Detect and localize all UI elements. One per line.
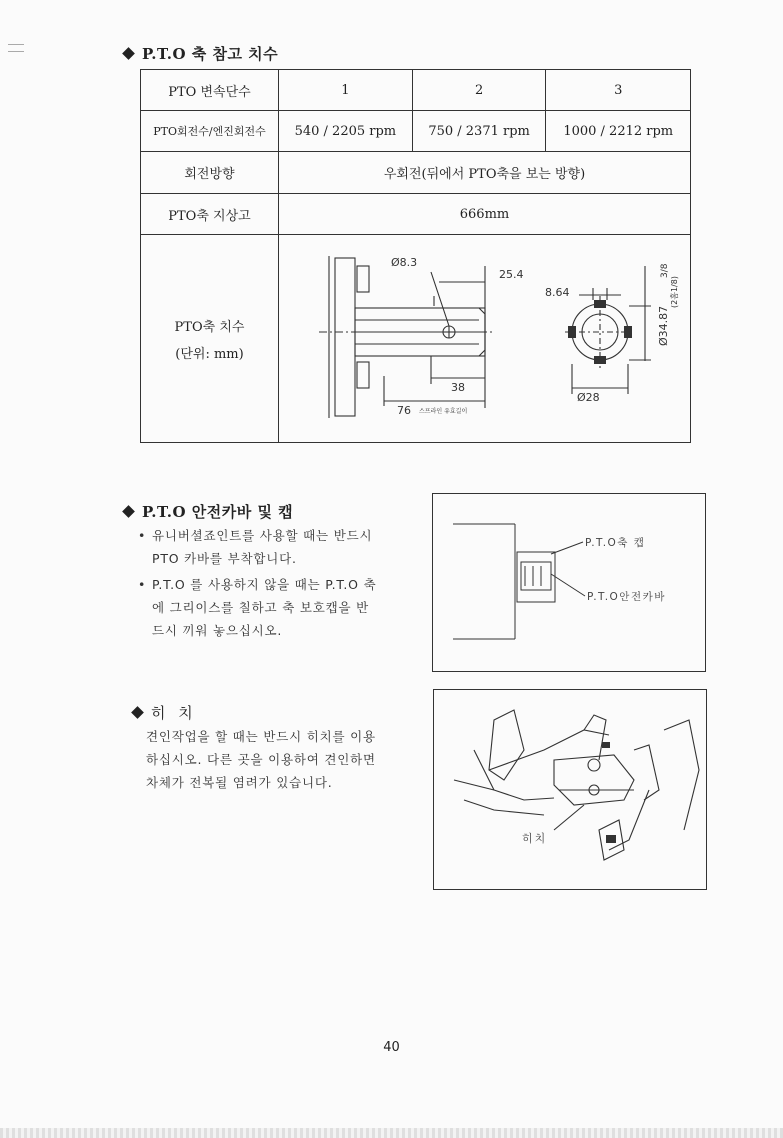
list-item-continuation: 드시 끼워 놓으십시오.: [152, 623, 283, 638]
row-label: PTO회전수/엔진회전수: [141, 111, 279, 152]
hitch-figure: [433, 689, 707, 890]
page-number: 40: [383, 1040, 400, 1055]
list-item: • 유니버셜죠인트를 사용할 때는 반드시: [138, 524, 418, 547]
table-row: [141, 111, 691, 152]
row-label: PTO축 지상고: [141, 194, 279, 235]
row-label: [141, 235, 279, 443]
dim-label: 38: [451, 380, 465, 394]
diamond-bullet-icon: [131, 706, 144, 719]
table-cell: 우회전(뒤에서 PTO축을 보는 방향): [279, 152, 691, 194]
hitch-instructions: [146, 725, 416, 794]
dim-label: Ø8.3: [391, 255, 418, 269]
table-cell: 1000 / 2212 rpm: [546, 111, 691, 152]
table-row: [141, 194, 691, 235]
pto-shaft-drawing: [279, 236, 690, 442]
table-cell: 750 / 2371 rpm: [412, 111, 546, 152]
scan-artifact: [0, 1128, 783, 1138]
pto-cap-figure: [432, 493, 706, 672]
hitch-illustration: [434, 690, 706, 889]
figure-label: P.T.O축 캡: [585, 537, 646, 549]
table-row: [141, 235, 691, 443]
pto-spec-table: [140, 69, 691, 443]
row-label: PTO 변속단수: [141, 70, 279, 111]
dim-label: 25.4: [499, 267, 524, 281]
figure-label: P.T.O안전카바: [587, 591, 666, 603]
dim-label: 8.64: [545, 285, 570, 299]
paragraph-line: 하십시오. 다른 곳을 이용하여 견인하면: [146, 752, 376, 767]
dim-label: Ø28: [577, 390, 600, 404]
table-cell: 3: [546, 70, 691, 111]
bullet-dot-icon: •: [138, 577, 147, 592]
table-cell: 666mm: [279, 194, 691, 235]
diamond-bullet-icon: [122, 47, 135, 60]
figure-label: 히치: [522, 832, 548, 845]
dim-label: Ø34.87: [657, 305, 670, 346]
pto-cover-instructions: [138, 524, 418, 642]
list-item-continuation: PTO 카바를 부착합니다.: [152, 551, 297, 566]
section-pto-cover-title: P.T.O 안전카바 및 캡: [124, 501, 293, 522]
list-item-continuation: 에 그리이스를 칠하고 축 보호캡을 반: [152, 600, 369, 615]
section-hitch-title: 히 치: [133, 702, 197, 723]
bullet-dot-icon: •: [138, 528, 147, 543]
dim-label: 3/8: [660, 263, 670, 278]
list-item: • P.T.O 를 사용하지 않을 때는 P.T.O 축: [138, 573, 418, 596]
diamond-bullet-icon: [122, 505, 135, 518]
dim-label: 76: [397, 403, 411, 417]
section-pto-dimensions-title: P.T.O 축 참고 치수: [124, 43, 278, 64]
table-row: [141, 70, 691, 111]
scan-margin-mark: [8, 44, 24, 52]
dim-note: (2홈1/8): [670, 275, 679, 308]
table-row: [141, 152, 691, 194]
paragraph-line: 견인작업을 할 때는 반드시 히치를 이용: [146, 729, 376, 744]
pto-cap-illustration: [433, 494, 705, 671]
table-cell: 540 / 2205 rpm: [279, 111, 413, 152]
dim-note: 스프라인 유효길이: [419, 407, 468, 415]
table-cell: 2: [412, 70, 546, 111]
row-label: 회전방향: [141, 152, 279, 194]
table-cell: 1: [279, 70, 413, 111]
dimension-label: PTO축 치수: [174, 319, 245, 335]
dimension-unit: (단위: mm): [175, 346, 244, 362]
pto-shaft-drawing-cell: [279, 235, 691, 443]
paragraph-line: 차체가 전복될 염려가 있습니다.: [146, 775, 333, 790]
